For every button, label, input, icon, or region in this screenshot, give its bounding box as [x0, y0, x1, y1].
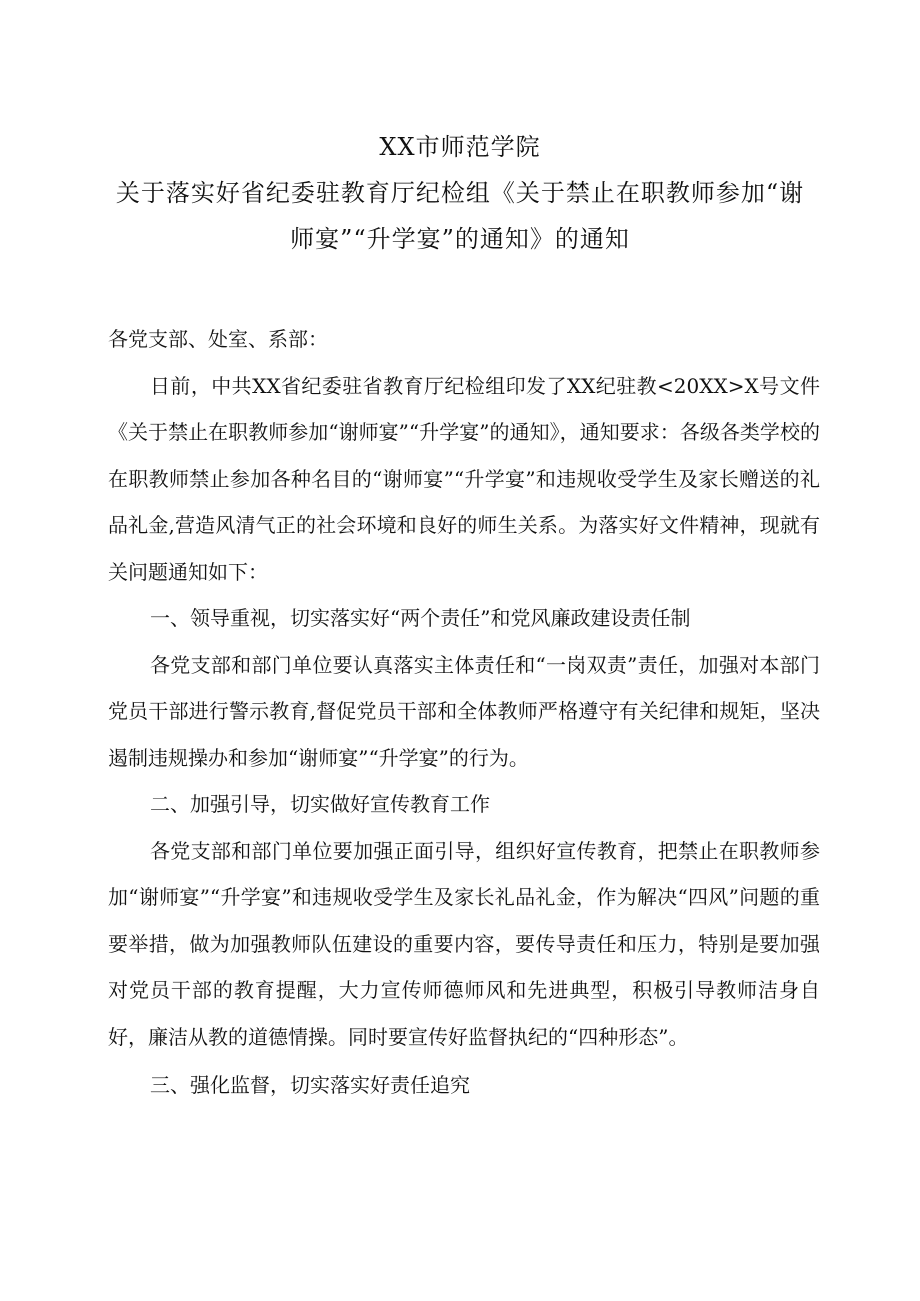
title-line-subject-2: 师宴”“升学宴”的通知》的通知 — [290, 225, 630, 253]
title-line-institution: XX市师范学院 — [379, 133, 541, 161]
section-heading-3: 三、强化监督，切实落实好责任追究 — [150, 1073, 470, 1097]
section-body-2: 各党支部和部门单位要加强正面引导，组织好宣传教育，把禁止在职教师参加“谢师宴”“升学宴”和违规收受学生及家长礼品礼金，作为解决“四风”问题的重要举措，做为加强教师队伍建设的重要内容，要传导责任和压力，特别是要加强对党员干部的教育提醒，大力宣传师德师风和先进典型，积极引导教师洁身自好，廉洁从教的道德情操。同时要宣传好监督执纪的“四种形态”。 — [108, 838, 820, 1049]
intro-paragraph: 日前，中共XX省纪委驻省教育厅纪检组印发了XX纪驻教<20XX>X号文件《关于禁止在职教师参加“谢师宴”“升学宴”的通知》，通知要求：各级各类学校的在职教师禁止参加各种名目的“谢师宴”“升学宴”和违规收受学生及家长赠送的礼品礼金,营造风清气正的社会环境和良好的师生关系。为落实好文件精神，现就有关问题通知如下： — [108, 373, 820, 584]
section-body-1: 各党支部和部门单位要认真落实主体责任和“一岗双责”责任，加强对本部门党员干部进行警示教育,督促党员干部和全体教师严格遵守有关纪律和规矩，坚决遏制违规操办和参加“谢师宴”“升学宴”的行为。 — [108, 652, 820, 770]
document-body — [108, 316, 820, 1109]
salutation: 各党支部、处室、系部： — [108, 327, 328, 351]
section-heading-1: 一、领导重视，切实落实好“两个责任”和党风廉政建设责任制 — [150, 606, 691, 630]
title-line-subject-1: 关于落实好省纪委驻教育厅纪检组《关于禁止在职教师参加“谢 — [115, 179, 805, 207]
section-heading-2: 二、加强引导，切实做好宣传教育工作 — [150, 792, 490, 816]
document-title — [100, 124, 820, 262]
